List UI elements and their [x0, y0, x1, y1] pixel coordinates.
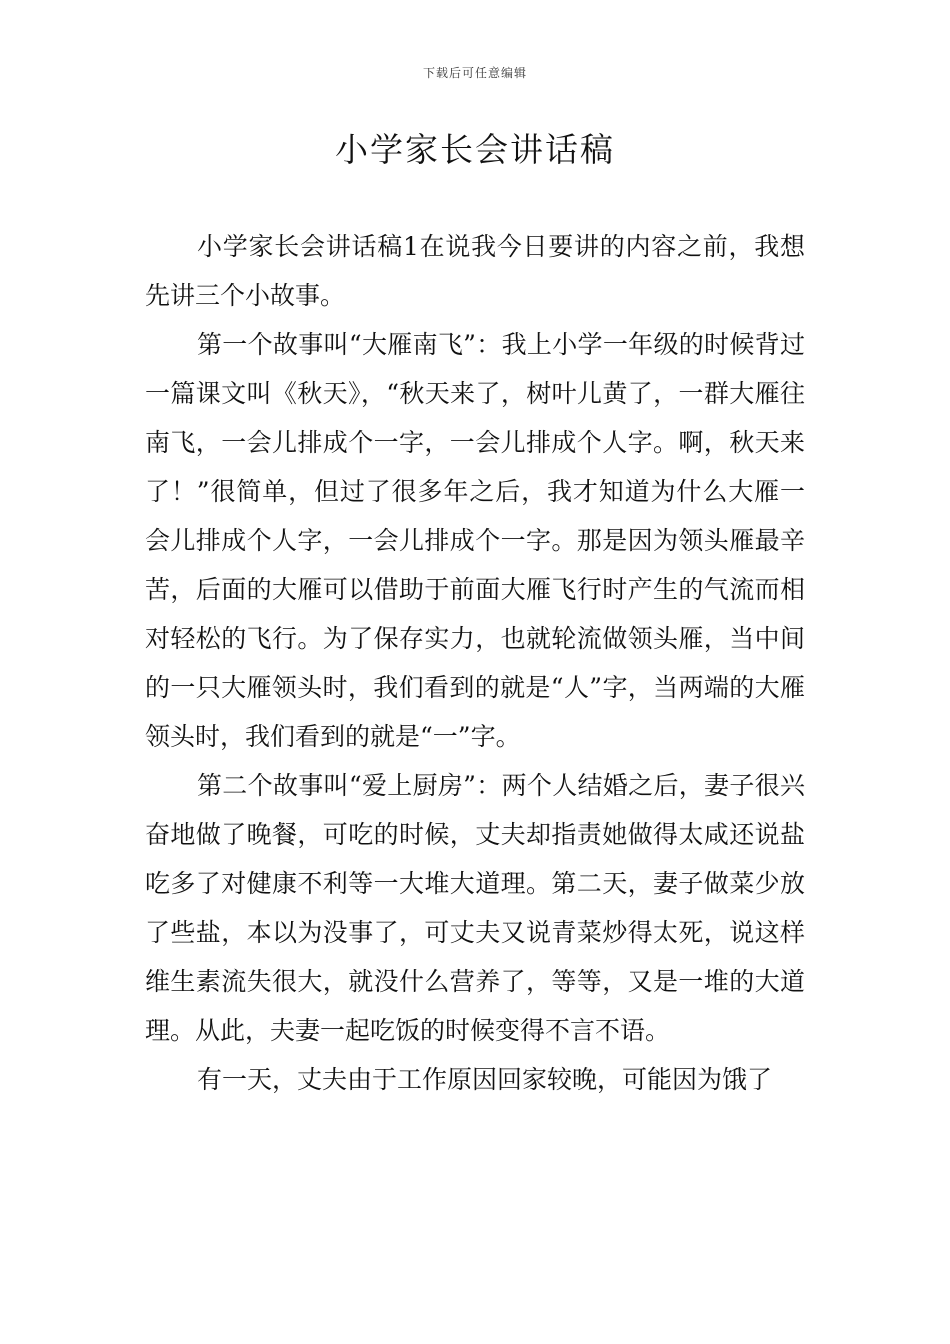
header-note: 下载后可任意编辑 [422, 66, 527, 80]
paragraph-2: 第一个故事叫“大雁南飞”：我上小学一年级的时候背过一篇课文叫《秋天》，“秋天来了，树叶儿黄了，一群大雁往南飞，一会儿排成个一字，一会儿排成个人字。啊，秋天来了！”很简单，但过了很多年之后，我才知道为什么大雁一会儿排成个人字，一会儿排成个一字。那是因为领头雁最辛苦，后面的大雁可以借助于前面大雁飞行时产生的气流而相对轻松的飞行。为了保存实力，也就轮流做领头雁，当中间的一只大雁领头时，我们看到的就是“人”字，当两端的大雁领头时，我们看到的就是“一”字。 [145, 330, 805, 751]
paragraph-1: 小学家长会讲话稿1在说我今日要讲的内容之前，我想先讲三个小故事。 [145, 232, 805, 310]
paragraph-3: 第二个故事叫“爱上厨房”：两个人结婚之后，妻子很兴奋地做了晚餐，可吃的时候，丈夫却指责她做得太咸还说盐吃多了对健康不利等一大堆大道理。第二天，妻子做菜少放了些盐，本以为没事了，可丈夫又说青菜炒得太死，说这样维生素流失很大，就没什么营养了，等等，又是一堆的大道理。从此，夫妻一起吃饭的时候变得不言不语。 [145, 771, 805, 1045]
document-body [145, 222, 805, 1104]
page-title: 小学家长会讲话稿 [335, 130, 615, 169]
paragraph-4: 有一天，丈夫由于工作原因回家较晚，可能因为饿了 [197, 1065, 773, 1094]
